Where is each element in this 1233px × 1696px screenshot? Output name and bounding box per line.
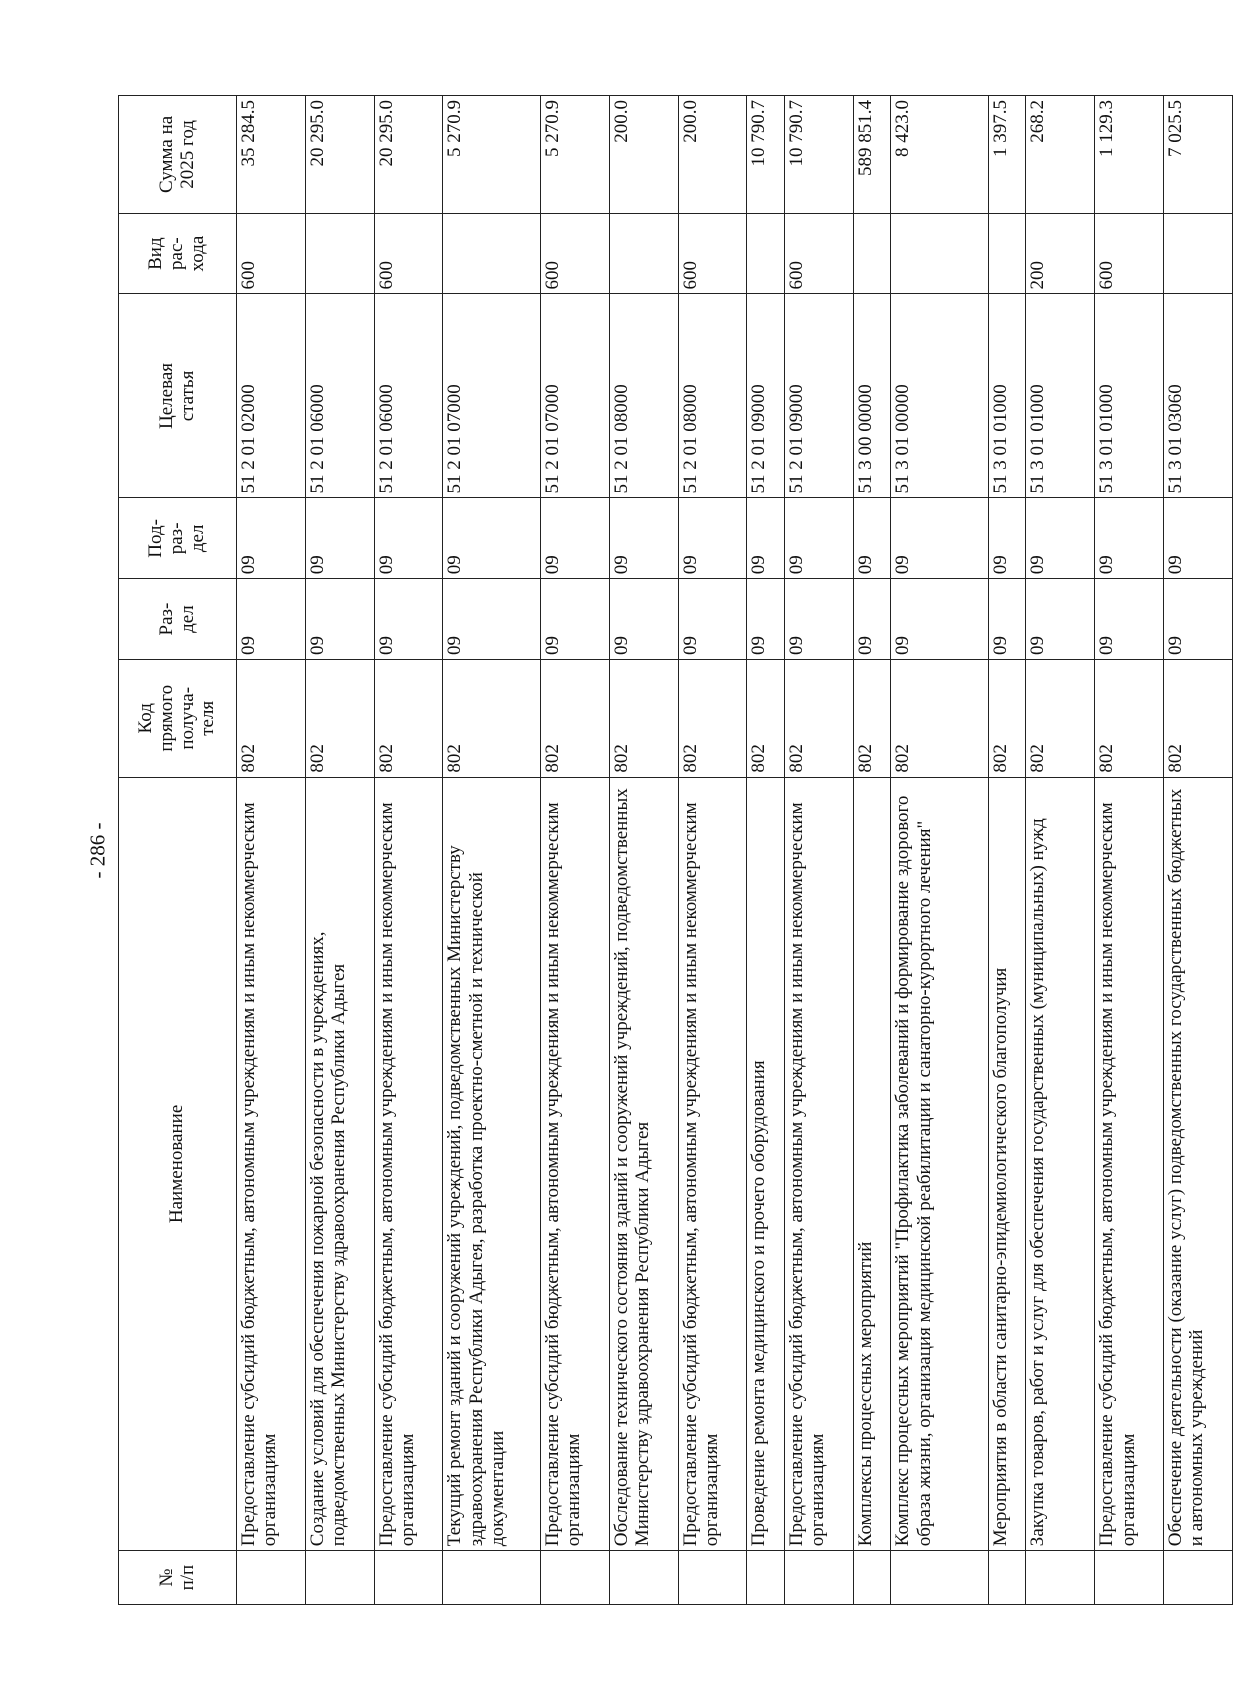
table-row: [374, 96, 443, 1605]
cell-section: 09: [1026, 579, 1095, 660]
header-sum: Сумма на 2025 год: [119, 96, 237, 214]
cell-recipient: 802: [988, 659, 1026, 777]
page-number: - 286 -: [85, 822, 110, 879]
cell-name: Мероприятия в области санитарно-эпидемиологического благополучия: [988, 777, 1026, 1551]
cell-subsection: 09: [374, 498, 443, 579]
cell-num: [1095, 1551, 1164, 1605]
cell-recipient: 802: [541, 659, 610, 777]
cell-subsection: 09: [237, 498, 306, 579]
header-num: № п/п: [119, 1551, 237, 1605]
cell-name: Предоставление субсидий бюджетным, автономным учреждениям и иным некоммерческим организациям: [374, 777, 443, 1551]
cell-subsection: 09: [747, 498, 785, 579]
cell-name: Комплексы процессных мероприятий: [853, 777, 891, 1551]
cell-kind: [1164, 213, 1233, 294]
cell-article: 51 3 01 01000: [1026, 294, 1095, 498]
table-row: [988, 96, 1026, 1605]
table-row: [785, 96, 854, 1605]
cell-subsection: 09: [785, 498, 854, 579]
cell-section: 09: [1164, 579, 1233, 660]
cell-section: 09: [374, 579, 443, 660]
rotated-table-container: [118, 95, 1233, 1605]
cell-recipient: 802: [443, 659, 541, 777]
header-section: Раз- дел: [119, 579, 237, 660]
table-row: [853, 96, 891, 1605]
cell-section: 09: [541, 579, 610, 660]
cell-recipient: 802: [853, 659, 891, 777]
cell-section: 09: [237, 579, 306, 660]
cell-num: [374, 1551, 443, 1605]
cell-recipient: 802: [305, 659, 374, 777]
cell-recipient: 802: [678, 659, 747, 777]
table-body: [237, 96, 1233, 1605]
cell-section: 09: [988, 579, 1026, 660]
cell-kind: 600: [1095, 213, 1164, 294]
table-row: [891, 96, 989, 1605]
cell-article: 51 2 01 07000: [443, 294, 541, 498]
cell-kind: 600: [785, 213, 854, 294]
cell-subsection: 09: [1026, 498, 1095, 579]
cell-kind: 600: [678, 213, 747, 294]
cell-subsection: 09: [1164, 498, 1233, 579]
cell-sum: 20 295.0: [305, 96, 374, 214]
cell-section: 09: [853, 579, 891, 660]
cell-article: 51 3 01 01000: [988, 294, 1026, 498]
cell-article: 51 2 01 02000: [237, 294, 306, 498]
cell-sum: 7 025.5: [1164, 96, 1233, 214]
cell-name: Комплекс процессных мероприятий "Профилактика заболеваний и формирование здорового образа жизни, организация медицинской реабилитации и санаторно-курортного лечения": [891, 777, 989, 1551]
table-row: [609, 96, 678, 1605]
cell-kind: [891, 213, 989, 294]
cell-kind: [853, 213, 891, 294]
cell-recipient: 802: [1164, 659, 1233, 777]
cell-section: 09: [785, 579, 854, 660]
cell-num: [305, 1551, 374, 1605]
table-row: [678, 96, 747, 1605]
cell-num: [678, 1551, 747, 1605]
cell-subsection: 09: [853, 498, 891, 579]
cell-name: Текущий ремонт зданий и сооружений учреждений, подведомственных Министерству здравоохранения Республики Адыгея, разработка проектно-сметной и технической документации: [443, 777, 541, 1551]
cell-sum: 5 270.9: [443, 96, 541, 214]
table-row: [1095, 96, 1164, 1605]
cell-num: [609, 1551, 678, 1605]
cell-article: 51 2 01 09000: [747, 294, 785, 498]
table-row: [747, 96, 785, 1605]
table-row: [443, 96, 541, 1605]
cell-kind: 200: [1026, 213, 1095, 294]
cell-sum: 200.0: [609, 96, 678, 214]
cell-section: 09: [443, 579, 541, 660]
cell-kind: 600: [237, 213, 306, 294]
cell-article: 51 2 01 08000: [678, 294, 747, 498]
cell-article: 51 3 01 00000: [891, 294, 989, 498]
cell-recipient: 802: [609, 659, 678, 777]
cell-num: [443, 1551, 541, 1605]
cell-article: 51 2 01 06000: [305, 294, 374, 498]
header-article: Целевая статья: [119, 294, 237, 498]
cell-kind: [305, 213, 374, 294]
cell-sum: 10 790.7: [747, 96, 785, 214]
cell-kind: [747, 213, 785, 294]
cell-name: Обследование технического состояния зданий и сооружений учреждений, подведомственных Министерству здравоохранения Республики Адыгея: [609, 777, 678, 1551]
cell-name: Предоставление субсидий бюджетным, автономным учреждениям и иным некоммерческим организациям: [785, 777, 854, 1551]
header-name: Наименование: [119, 777, 237, 1551]
cell-name: Предоставление субсидий бюджетным, автономным учреждениям и иным некоммерческим организациям: [1095, 777, 1164, 1551]
cell-subsection: 09: [678, 498, 747, 579]
budget-table: [118, 95, 1233, 1605]
cell-sum: 5 270.9: [541, 96, 610, 214]
cell-kind: 600: [374, 213, 443, 294]
cell-sum: 1 129.3: [1095, 96, 1164, 214]
cell-recipient: 802: [1026, 659, 1095, 777]
cell-sum: 8 423.0: [891, 96, 989, 214]
cell-name: Закупка товаров, работ и услуг для обеспечения государственных (муниципальных) нужд: [1026, 777, 1095, 1551]
cell-recipient: 802: [785, 659, 854, 777]
cell-num: [1164, 1551, 1233, 1605]
cell-name: Проведение ремонта медицинского и прочего оборудования: [747, 777, 785, 1551]
cell-sum: 20 295.0: [374, 96, 443, 214]
cell-section: 09: [891, 579, 989, 660]
cell-num: [853, 1551, 891, 1605]
cell-section: 09: [609, 579, 678, 660]
cell-section: 09: [747, 579, 785, 660]
cell-num: [891, 1551, 989, 1605]
cell-sum: 589 851.4: [853, 96, 891, 214]
cell-num: [1026, 1551, 1095, 1605]
cell-article: 51 3 01 01000: [1095, 294, 1164, 498]
cell-article: 51 2 01 09000: [785, 294, 854, 498]
cell-num: [237, 1551, 306, 1605]
cell-article: 51 2 01 06000: [374, 294, 443, 498]
cell-num: [988, 1551, 1026, 1605]
cell-name: Предоставление субсидий бюджетным, автономным учреждениям и иным некоммерческим организациям: [678, 777, 747, 1551]
cell-sum: 268.2: [1026, 96, 1095, 214]
cell-subsection: 09: [305, 498, 374, 579]
cell-recipient: 802: [374, 659, 443, 777]
header-recipient: Код прямого получа- теля: [119, 659, 237, 777]
cell-sum: 35 284.5: [237, 96, 306, 214]
cell-subsection: 09: [891, 498, 989, 579]
cell-article: 51 2 01 07000: [541, 294, 610, 498]
cell-name: Обеспечение деятельности (оказание услуг) подведомственных государственных бюджетных и автономных учреждений: [1164, 777, 1233, 1551]
header-row: [119, 96, 237, 1605]
cell-section: 09: [305, 579, 374, 660]
cell-subsection: 09: [1095, 498, 1164, 579]
header-kind: Вид рас- хода: [119, 213, 237, 294]
cell-sum: 1 397.5: [988, 96, 1026, 214]
header-subsection: Под- раз- дел: [119, 498, 237, 579]
cell-subsection: 09: [443, 498, 541, 579]
cell-subsection: 09: [541, 498, 610, 579]
cell-recipient: 802: [1095, 659, 1164, 777]
cell-sum: 10 790.7: [785, 96, 854, 214]
table-row: [541, 96, 610, 1605]
cell-kind: 600: [541, 213, 610, 294]
cell-kind: [443, 213, 541, 294]
cell-kind: [609, 213, 678, 294]
cell-num: [541, 1551, 610, 1605]
cell-name: Создание условий для обеспечения пожарной безопасности в учреждениях, подведомственных Министерству здравоохранения Республики Адыгея: [305, 777, 374, 1551]
cell-sum: 200.0: [678, 96, 747, 214]
table-row: [1164, 96, 1233, 1605]
table-row: [1026, 96, 1095, 1605]
cell-article: 51 3 00 00000: [853, 294, 891, 498]
cell-name: Предоставление субсидий бюджетным, автономным учреждениям и иным некоммерческим организациям: [237, 777, 306, 1551]
cell-num: [747, 1551, 785, 1605]
table-row: [305, 96, 374, 1605]
cell-subsection: 09: [609, 498, 678, 579]
table-header: [119, 96, 237, 1605]
table-row: [237, 96, 306, 1605]
cell-article: 51 3 01 03060: [1164, 294, 1233, 498]
cell-kind: [988, 213, 1026, 294]
cell-section: 09: [678, 579, 747, 660]
cell-subsection: 09: [988, 498, 1026, 579]
cell-section: 09: [1095, 579, 1164, 660]
cell-recipient: 802: [237, 659, 306, 777]
cell-recipient: 802: [891, 659, 989, 777]
cell-name: Предоставление субсидий бюджетным, автономным учреждениям и иным некоммерческим организациям: [541, 777, 610, 1551]
cell-recipient: 802: [747, 659, 785, 777]
cell-num: [785, 1551, 854, 1605]
cell-article: 51 2 01 08000: [609, 294, 678, 498]
